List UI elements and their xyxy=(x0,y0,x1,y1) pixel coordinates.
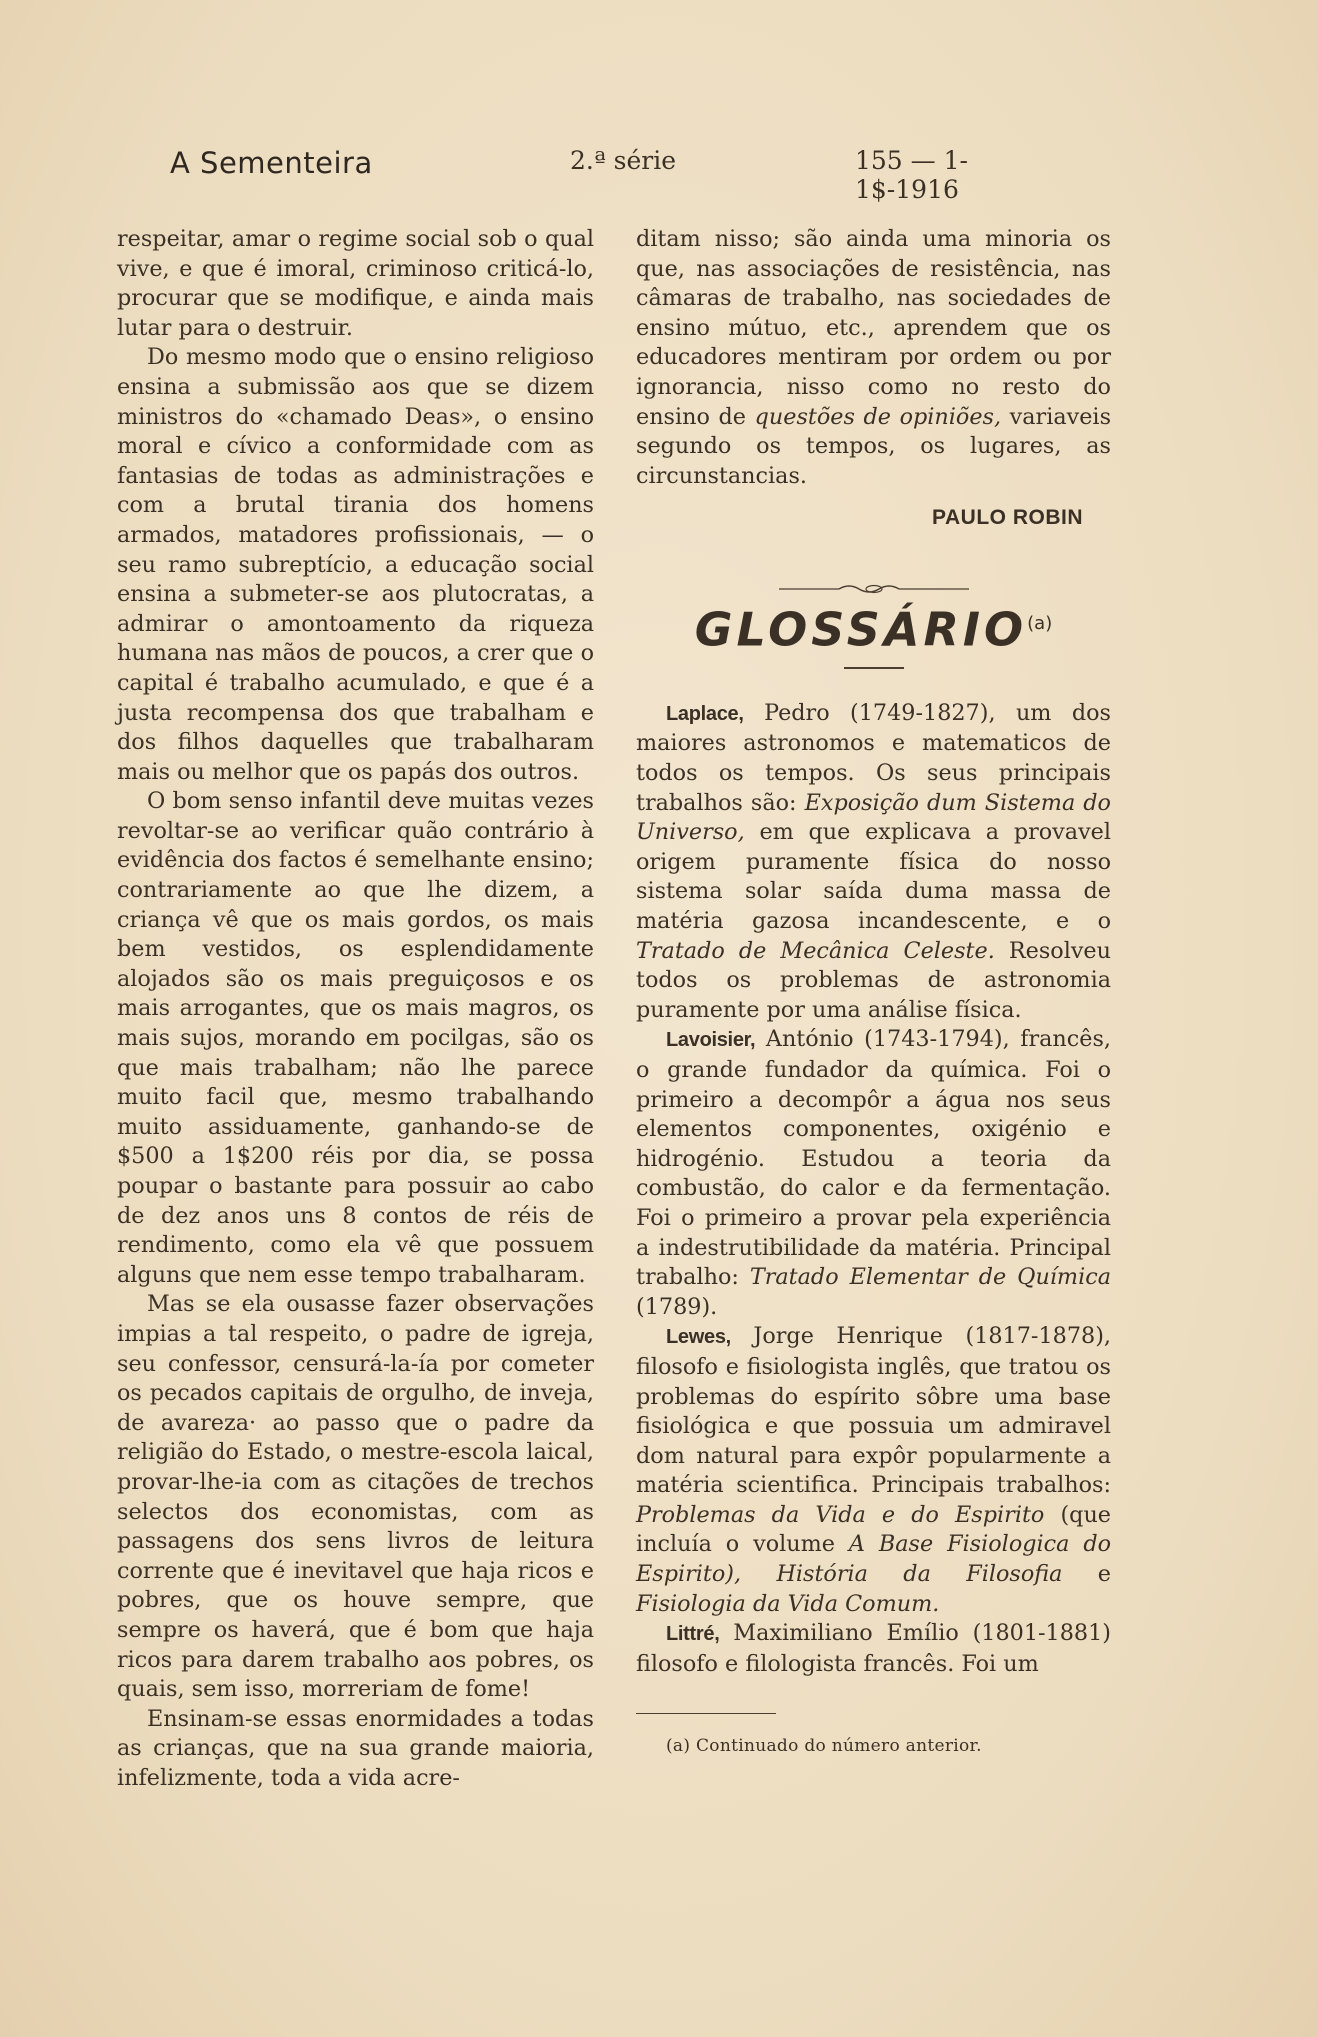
entry-text: e xyxy=(1097,1561,1111,1588)
glossary-heading xyxy=(636,602,1111,657)
issue-number-date: 155 — 1-1$-1916 xyxy=(855,146,968,204)
entry-italic: Fisiologia da Vida Comum. xyxy=(636,1590,940,1617)
entry-name: Lavoisier, xyxy=(666,1029,756,1052)
entry-text: Jorge Henrique (1817-1878), filosofo e fisiologista inglês, que tratou os problemas do espírito sôbre uma base fisiológica e que possuia um admiravel dom natural para expôr popularmente a matéria scientifica. Principais trabalhos: xyxy=(636,1323,1111,1499)
entry-text: (1789). xyxy=(636,1293,718,1320)
publication-title: A Sementeira xyxy=(170,146,373,180)
glossary-entry-lewes xyxy=(636,1322,1111,1619)
footnote-rule xyxy=(636,1713,776,1714)
right-column xyxy=(636,225,1111,1762)
heading-rule xyxy=(844,667,904,669)
glossary-entry-littre xyxy=(636,1619,1111,1679)
entry-text: em que explicava a provavel origem puramente física do nosso sistema solar saída duma massa de matéria gazosa incandescente, e o xyxy=(636,819,1111,935)
entry-italic: A Base Fisiologica do Espirito), História da Filosofia xyxy=(636,1531,1112,1588)
glossary-title: GLOSSÁRIO xyxy=(694,602,1028,657)
entry-text: Resolveu todos os problemas de astronomia puramente por uma análise física. xyxy=(636,937,1111,1023)
entry-italic: Tratado de Mecânica Celeste. xyxy=(636,937,995,964)
article-continuation xyxy=(636,225,1111,491)
glossary-entry-lavoisier xyxy=(636,1025,1111,1322)
author-signature: PAULO ROBIN xyxy=(932,506,1083,530)
page-header xyxy=(170,146,1070,204)
entry-italic: Problemas da Vida e do Espirito xyxy=(636,1501,1045,1528)
paragraph: Ensinam-se essas enormidades a todas as crianças, que na sua grande maioria, infelizmente, toda a vida acre- xyxy=(117,1705,594,1791)
paragraph: O bom senso infantil deve muitas vezes revoltar-se ao verificar quão contrário à evidência dos factos é semelhante ensino; contrariamente ao que lhe dizem, a criança vê que os mais gordos, os mais bem vestidos, os esplendidamente alojados são os mais preguiçosos e os mais arrogantes, que os mais magros, os mais sujos, morando em pocilgas, são os que mais trabalham; não lhe parece muito facil que, mesmo trabalhando muito assiduamente, ganhando-se de $500 a 1$200 réis por dia, se possa poupar o bastante para possuir ao cabo de dez anos uns 8 contos de réis de rendimento, como ela vê que possuem alguns que nem esse tempo trabalharam. xyxy=(117,788,594,1288)
entry-text: (que incluía o volume xyxy=(636,1501,1111,1558)
entry-italic: Exposição dum Sistema do Universo, xyxy=(636,789,1111,846)
glossary-entry-laplace xyxy=(636,699,1111,1026)
continuation-italic: questões de opiniões, xyxy=(754,403,1002,430)
entry-text: António (1743-1794), francês, o grande fundador da química. Foi o primeiro a decompôr a água nos seus elementos componentes, oxigénio e hidrogénio. Estudou a teoria da combustão, do calor e da fermentação. Foi o primeiro a provar pela experiência a indestrutibilidade da matéria. Principal trabalho: xyxy=(636,1026,1111,1291)
entry-italic: Tratado Elementar de Química xyxy=(749,1264,1111,1291)
entry-text: Pedro (1749-1827), um dos maiores astronomos e matematicos de todos os tempos. Os seus principais trabalhos são: xyxy=(636,699,1111,816)
entry-name: Lewes, xyxy=(666,1326,731,1349)
series-label: 2.ª série xyxy=(570,146,677,175)
paragraph: Mas se ela ousasse fazer observações impias a tal respeito, o padre de igreja, seu confessor, censurá-la-ía por cometer os pecados capitais de orgulho, de inveja, de avareza· ao passo que o padre da religião do Estado, o mestre-escola laical, provar-lhe-ia com as citações de trechos selectos dos economistas, com as passagens dos sens livros de leitura corrente que é inevitavel que haja ricos e pobres, que os houve sempre, que sempre os haverá, que é bom que haja ricos para darem trabalho aos pobres, os quais, sem isso, morreriam de fome! xyxy=(117,1291,594,1703)
entry-name: Laplace, xyxy=(666,702,744,725)
footnote: (a) Continuado do número anterior. xyxy=(666,1736,982,1757)
paragraph: respeitar, amar o regime social sob o qual vive, e que é imoral, criminoso criticá-lo, procurar que se modifique, e ainda mais lutar para o destruir. xyxy=(117,226,594,341)
entry-name: Littré, xyxy=(666,1623,720,1646)
footnote-marker: (a) xyxy=(1027,612,1053,634)
continuation-end: variaveis segundo os tempos, os lugares, as circunstancias. xyxy=(636,403,1112,489)
entry-text: Maximiliano Emílio (1801-1881) filosofo e filologista francês. Foi um xyxy=(636,1620,1111,1677)
left-column xyxy=(117,225,594,1793)
ornament-icon xyxy=(779,582,969,596)
paragraph: Do mesmo modo que o ensino religioso ensina a submissão aos que se dizem ministros do «chamado Deas», o ensino moral e cívico a conformidade com as fantasias de todas as administrações e com a brutal tirania dos homens armados, matadores profissionais, — o seu ramo subreptício, a educação social ensina a submeter-se aos plutocratas, a admirar o amontoamento da riqueza humana nas mãos de poucos, a crer que o capital é trabalho acumulado, e que é a justa recompensa dos que trabalham e dos filhos daquelles que trabalharam mais ou melhor que os papás dos outros. xyxy=(117,344,594,785)
ornament-divider xyxy=(636,575,1111,589)
continuation-text: ditam nisso; são ainda uma minoria os que, nas associações de resistência, nas câmaras de trabalho, nas sociedades de ensino mútuo, etc., aprendem que os educadores mentiram por ordem ou por ignorancia, nisso como no resto do ensino de xyxy=(636,226,1111,430)
